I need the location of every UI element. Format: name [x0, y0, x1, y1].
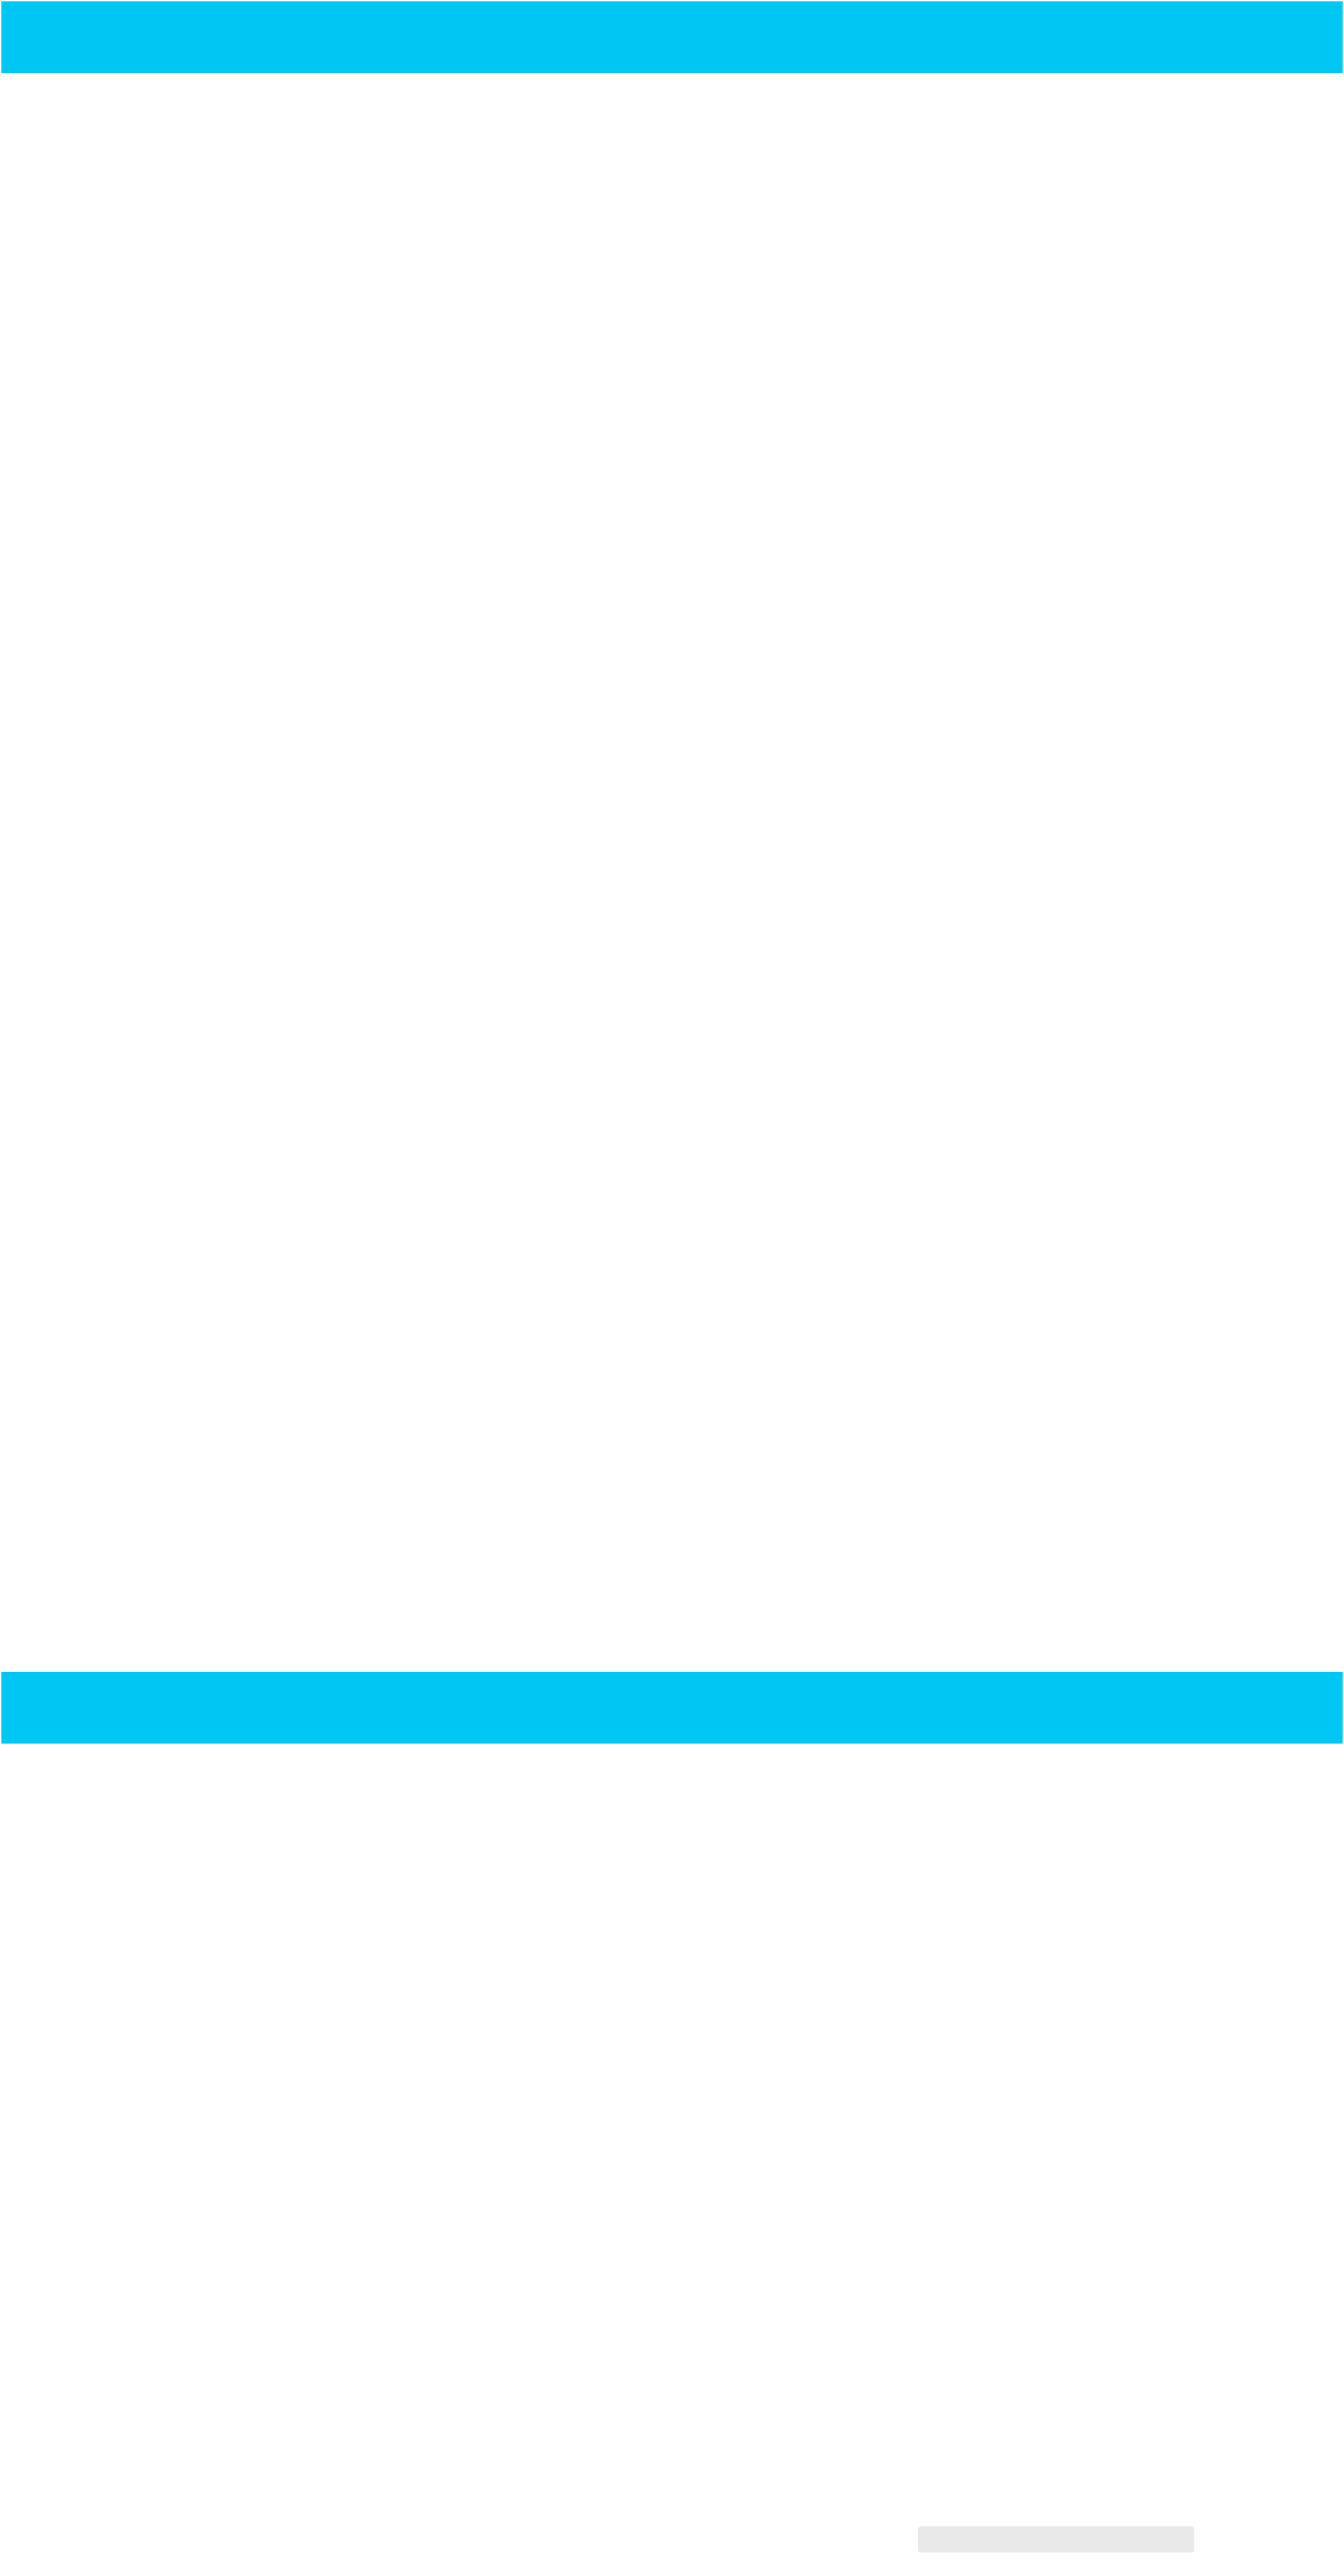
- comparison-title-bar: [0, 1670, 1344, 1745]
- watermark-block: [918, 2526, 1194, 2553]
- daily-volume-title-bar: [0, 0, 1344, 75]
- comparison-section: [0, 1670, 1344, 2576]
